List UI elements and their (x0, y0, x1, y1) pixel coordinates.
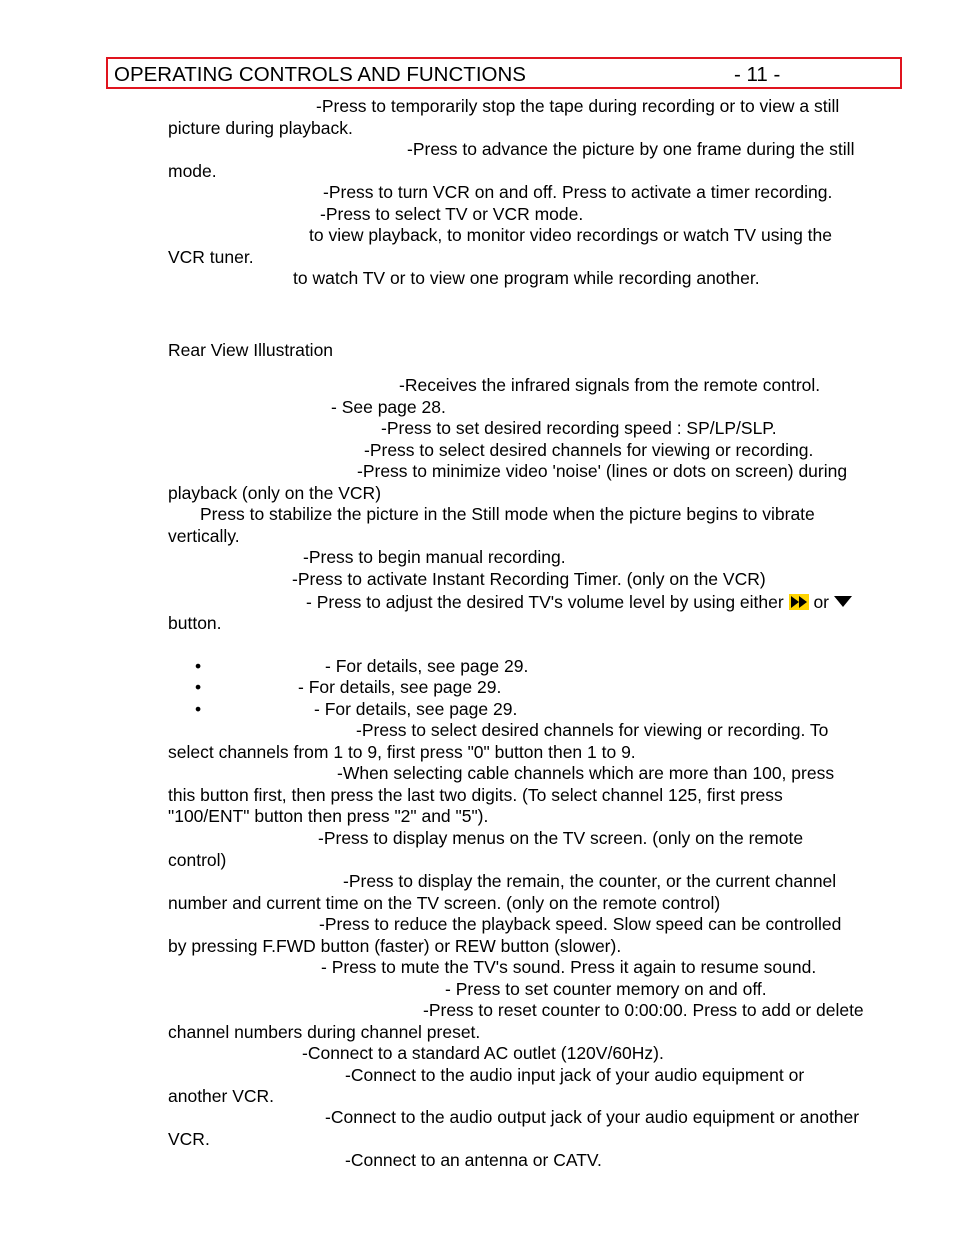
text-line: control) (168, 850, 227, 870)
text-line: -Connect to the audio input jack of your audio equipment or (345, 1065, 805, 1085)
text-line: - Press to set counter memory on and off. (445, 979, 767, 999)
text-line: -Connect to a standard AC outlet (120V/60Hz). (302, 1043, 664, 1063)
text-line: to view playback, to monitor video recordings or watch TV using the (309, 225, 832, 245)
down-triangle-icon (834, 592, 852, 613)
bullet: • (195, 699, 202, 719)
text-line: vertically. (168, 526, 240, 546)
text-line: -Press to minimize video 'noise' (lines or dots on screen) during (357, 461, 848, 481)
text-line: -Connect to the audio output jack of your audio equipment or another (325, 1107, 860, 1127)
text-line: - Press to mute the TV's sound. Press it again to resume sound. (321, 957, 817, 977)
text-line: -Press to reset counter to 0:00:00. Press to add or delete (423, 1000, 864, 1020)
text-line: VCR tuner. (168, 247, 254, 267)
text-line-volume (306, 592, 852, 613)
text-line: -Press to display menus on the TV screen. (only on the remote (318, 828, 804, 848)
text-line: button. (168, 613, 222, 633)
text-line: -Press to temporarily stop the tape during recording or to view a still (316, 96, 840, 116)
bullet-text: - For details, see page 29. (314, 699, 518, 719)
text-line: playback (only on the VCR) (168, 483, 382, 503)
or-text: or (813, 592, 830, 612)
text-line: this button first, then press the last two digits. (To select channel 125, first press (168, 785, 783, 805)
text-line: -Press to select desired channels for viewing or recording. (364, 440, 814, 460)
fast-forward-icon (789, 594, 809, 610)
text-line: -Connect to an antenna or CATV. (345, 1150, 602, 1170)
text-line: -Press to advance the picture by one frame during the still (407, 139, 855, 159)
text-line: -Press to select desired channels for viewing or recording. To (356, 720, 829, 740)
section-heading: Rear View Illustration (168, 340, 334, 360)
page-title: OPERATING CONTROLS AND FUNCTIONS (114, 63, 526, 86)
text-line: -Press to select TV or VCR mode. (320, 204, 584, 224)
text-line: VCR. (168, 1129, 210, 1149)
text-line: -When selecting cable channels which are more than 100, press (337, 763, 835, 783)
text-line: by pressing F.FWD button (faster) or REW button (slower). (168, 936, 622, 956)
text-line: -Press to activate Instant Recording Timer. (only on the VCR) (292, 569, 766, 589)
text-line: to watch TV or to view one program while recording another. (293, 268, 760, 288)
bullet-text: - For details, see page 29. (325, 656, 529, 676)
text-line: another VCR. (168, 1086, 275, 1106)
text-line: -Press to set desired recording speed : SP/LP/SLP. (381, 418, 777, 438)
text-line: channel numbers during channel preset. (168, 1022, 481, 1042)
text-line: mode. (168, 161, 217, 181)
text-line: -Receives the infrared signals from the remote control. (399, 375, 821, 395)
text-line: - See page 28. (331, 397, 446, 417)
text-line: select channels from 1 to 9, first press "0" button then 1 to 9. (168, 742, 636, 762)
bullet-text: - For details, see page 29. (298, 677, 502, 697)
text-line: -Press to reduce the playback speed. Slow speed can be controlled (319, 914, 842, 934)
text-line: -Press to display the remain, the counter, or the current channel (343, 871, 837, 891)
bullet: • (195, 656, 202, 676)
page-header (106, 57, 902, 89)
text-line: -Press to begin manual recording. (303, 547, 566, 567)
volume-text: - Press to adjust the desired TV's volume level by using either (306, 592, 784, 612)
page-number: - 11 - (734, 63, 781, 86)
text-line: number and current time on the TV screen. (only on the remote control) (168, 893, 721, 913)
text-line: picture during playback. (168, 118, 353, 138)
text-line: Press to stabilize the picture in the Still mode when the picture begins to vibrate (200, 504, 815, 524)
text-line: "100/ENT" button then press "2" and "5"). (168, 806, 489, 826)
text-line: -Press to turn VCR on and off. Press to activate a timer recording. (323, 182, 833, 202)
bullet: • (195, 677, 202, 697)
